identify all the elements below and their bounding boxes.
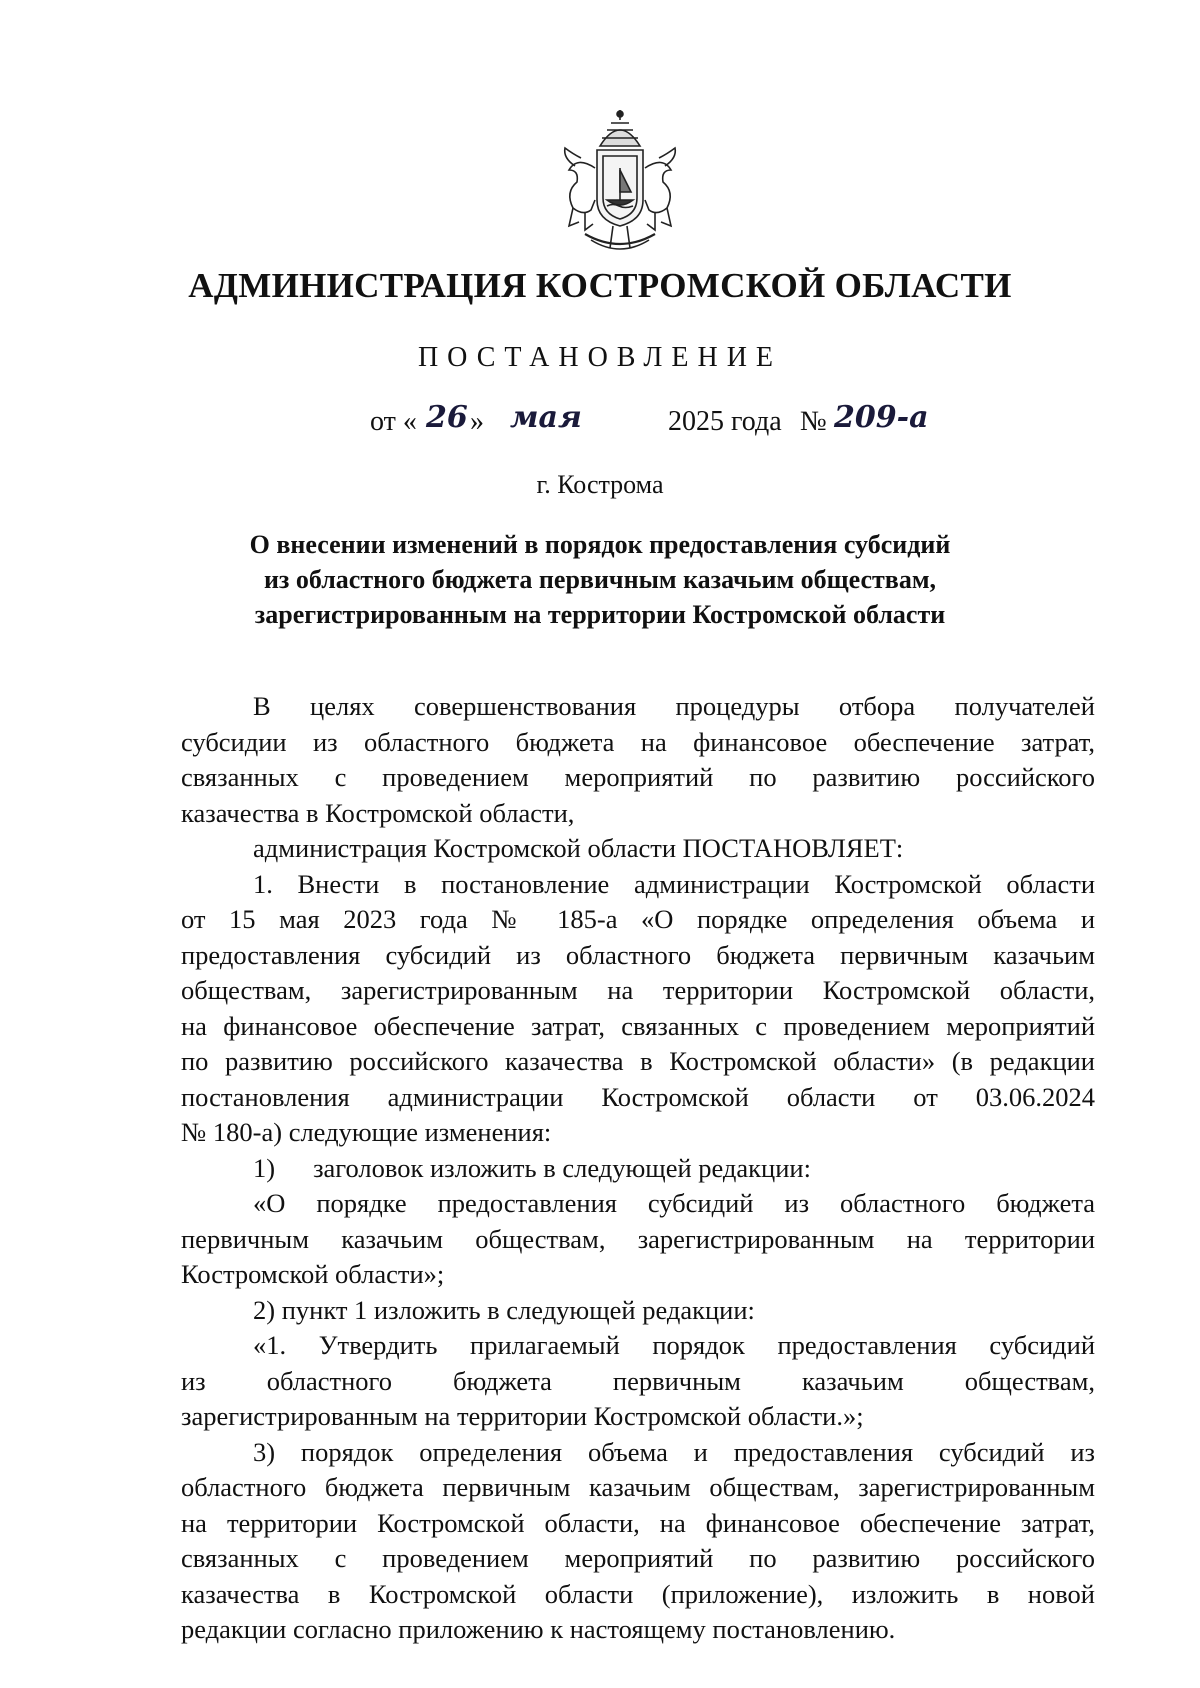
document-type: ПОСТАНОВЛЕНИЕ bbox=[417, 342, 783, 373]
paragraph-line: из областного бюджета первичным казачьим обществам, bbox=[181, 1365, 1095, 1396]
paragraph-line: «1. Утвердить прилагаемый порядок предоставления субсидий bbox=[253, 1330, 1095, 1360]
paragraph-line: связанных с проведением мероприятий по развитию российского bbox=[181, 762, 1095, 792]
list-number: 1) bbox=[253, 1152, 276, 1183]
paragraph-line: от 15 мая 2023 года № 185-а «О порядке определения объема и bbox=[181, 904, 1095, 934]
document-body bbox=[181, 689, 1095, 1648]
coat-of-arms-emblem bbox=[555, 108, 685, 258]
paragraph-line: 1. Внести в постановление администрации Костромской области bbox=[253, 868, 1095, 899]
paragraph-line: областного бюджета первичным казачьим обществам, зарегистрированным bbox=[181, 1472, 1095, 1502]
date-quote-close: » bbox=[470, 406, 484, 437]
paragraph-line: по развитию российского казачества в Костромской области» (в редакции bbox=[181, 1046, 1095, 1076]
date-year: 2025 года bbox=[668, 406, 782, 437]
number-prefix: № bbox=[800, 406, 827, 437]
date-line bbox=[370, 402, 1070, 452]
paragraph-line: зарегистрированным на территории Костромской области.»; bbox=[181, 1401, 864, 1431]
paragraph-line: казачества в Костромской области, bbox=[181, 797, 575, 828]
paragraph-line: на финансовое обеспечение затрат, связанных с проведением мероприятий bbox=[181, 1010, 1095, 1041]
list-item-line bbox=[181, 1151, 1095, 1187]
date-prefix: от « bbox=[370, 406, 417, 437]
handwritten-number: 209-а bbox=[834, 400, 929, 435]
paragraph-line: № 180-а) следующие изменения: bbox=[181, 1117, 552, 1147]
heading-line: зарегистрированным на территории Костромской области bbox=[254, 600, 946, 629]
paragraph-line: Костромской области»; bbox=[181, 1259, 445, 1289]
heading-line: О внесении изменений в порядок предоставления субсидий bbox=[249, 530, 951, 559]
paragraph-line: В целях совершенствования процедуры отбора получателей bbox=[253, 691, 1095, 721]
paragraph-line: предоставления субсидий из областного бюджета первичным казачьим bbox=[181, 939, 1095, 970]
paragraph-line: постановления администрации Костромской области от 03.06.2024 bbox=[181, 1081, 1095, 1112]
paragraph-line: на территории Костромской области, на финансовое обеспечение затрат, bbox=[181, 1507, 1095, 1538]
paragraph-line: первичным казачьим обществам, зарегистрированным на территории bbox=[181, 1223, 1095, 1254]
list-text: заголовок изложить в следующей редакции: bbox=[313, 1152, 811, 1183]
document-heading bbox=[200, 527, 1000, 632]
paragraph-line: 3) порядок определения объема и предоставления субсидий из bbox=[253, 1436, 1095, 1467]
paragraph-line: редакции согласно приложению к настоящему постановлению. bbox=[181, 1614, 896, 1644]
handwritten-month: мая bbox=[510, 400, 582, 435]
paragraph-line: связанных с проведением мероприятий по развитию российского bbox=[181, 1543, 1095, 1573]
handwritten-day: 26 bbox=[426, 400, 468, 435]
heading-line: из областного бюджета первичным казачьим обществам, bbox=[263, 565, 937, 594]
paragraph-line: «О порядке предоставления субсидий из областного бюджета bbox=[253, 1188, 1095, 1218]
paragraph-line: субсидии из областного бюджета на финансовое обеспечение затрат, bbox=[181, 726, 1095, 757]
organization-title: АДМИНИСТРАЦИЯ КОСТРОМСКОЙ ОБЛАСТИ bbox=[188, 266, 1012, 305]
paragraph-line: обществам, зарегистрированным на территории Костромской области, bbox=[181, 975, 1095, 1005]
paragraph-line: 2) пункт 1 изложить в следующей редакции: bbox=[253, 1294, 755, 1325]
paragraph-line: администрация Костромской области ПОСТАНОВЛЯЕТ: bbox=[253, 833, 904, 863]
city-name: г. Кострома bbox=[536, 470, 664, 499]
paragraph-line: казачества в Костромской области (приложение), изложить в новой bbox=[181, 1578, 1095, 1609]
